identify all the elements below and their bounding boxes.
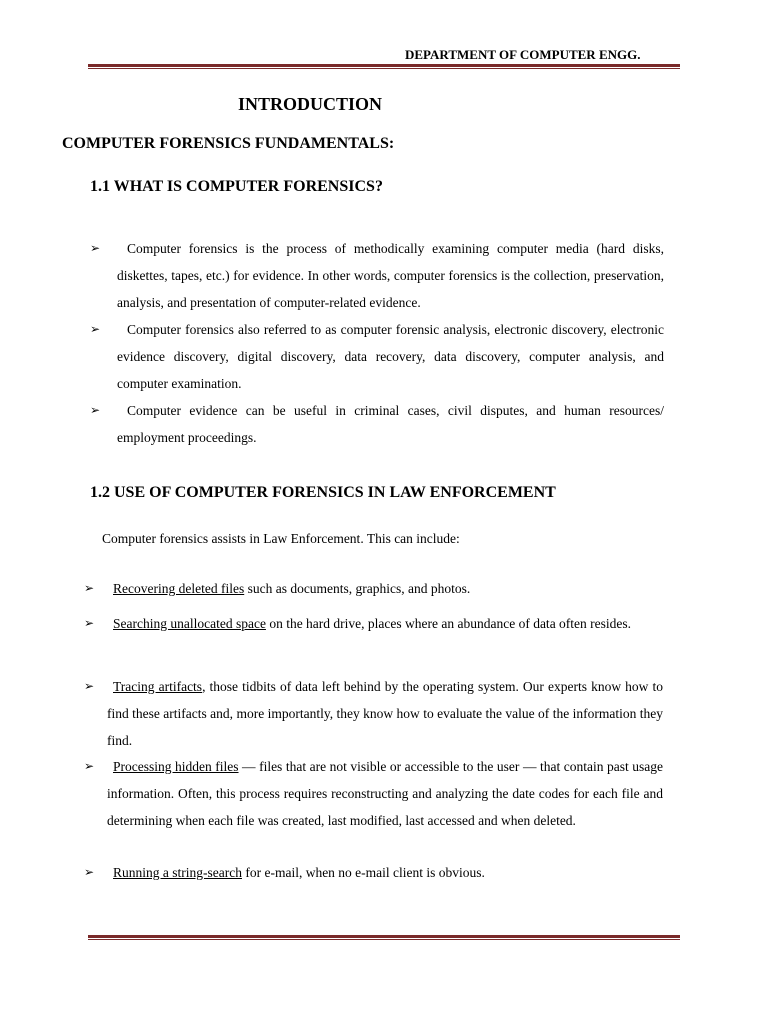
list-item	[107, 753, 663, 834]
item-text: on the hard drive, places where an abundance of data often resides.	[265, 616, 632, 631]
item-term: Recovering deleted files	[113, 581, 245, 596]
department-header: DEPARTMENT OF COMPUTER ENGG.	[405, 47, 641, 62]
list-item: Computer forensics is the process of methodically examining computer media (hard disks, diskettes, tapes, etc.) for evidence. In other words, computer forensics is the collection, preservation, analysis, and presentation of computer-related evidence.	[117, 241, 664, 310]
bullet-arrow-icon: ➢	[84, 865, 95, 879]
page-title: INTRODUCTION	[238, 94, 383, 114]
list-item	[107, 859, 663, 886]
bullet-arrow-icon: ➢	[84, 759, 95, 773]
item-text: such as documents, graphics, and photos.	[244, 581, 471, 596]
bullet-arrow-icon: ➢	[90, 403, 101, 417]
item-text: , those tidbits of data left behind by the operating system. Our experts know how to find these artifacts and, more importantly, they know how to evaluate the value of the information they find.	[107, 679, 663, 748]
bullet-arrow-icon: ➢	[84, 679, 95, 693]
section-heading-1-2: 1.2 USE OF COMPUTER FORENSICS IN LAW ENFORCEMENT	[90, 484, 556, 501]
section-heading-1-1: 1.1 WHAT IS COMPUTER FORENSICS?	[90, 178, 383, 195]
item-term: Tracing artifacts	[113, 679, 203, 694]
section-lead-text: Computer forensics assists in Law Enforcement. This can include:	[102, 531, 460, 546]
list-item	[107, 610, 678, 637]
bullet-arrow-icon: ➢	[90, 322, 101, 336]
list-item: Computer forensics also referred to as computer forensic analysis, electronic discovery, electronic evidence discovery, digital discovery, data recovery, data discovery, computer analysis, and computer examination.	[117, 322, 664, 391]
list-item	[107, 673, 663, 754]
list-item: Computer evidence can be useful in criminal cases, civil disputes, and human resources/ employment proceedings.	[117, 403, 664, 445]
list-item	[107, 575, 678, 602]
header-rule	[88, 64, 680, 69]
chapter-subtitle: COMPUTER FORENSICS FUNDAMENTALS:	[62, 135, 395, 152]
bullet-arrow-icon: ➢	[84, 616, 95, 630]
item-term: Processing hidden files	[113, 759, 239, 774]
footer-rule	[88, 935, 680, 940]
bullet-arrow-icon: ➢	[90, 241, 101, 255]
item-text: for e-mail, when no e-mail client is obvious.	[241, 865, 485, 880]
bullet-arrow-icon: ➢	[84, 581, 95, 595]
item-term: Searching unallocated space	[113, 616, 266, 631]
item-term: Running a string-search	[113, 865, 242, 880]
item-text: — files that are not visible or accessible to the user — that contain past usage information. Often, this process requires reconstructing and analyzing the date codes for each file and determining when each file was created, last modified, last accessed and when deleted.	[107, 759, 663, 828]
